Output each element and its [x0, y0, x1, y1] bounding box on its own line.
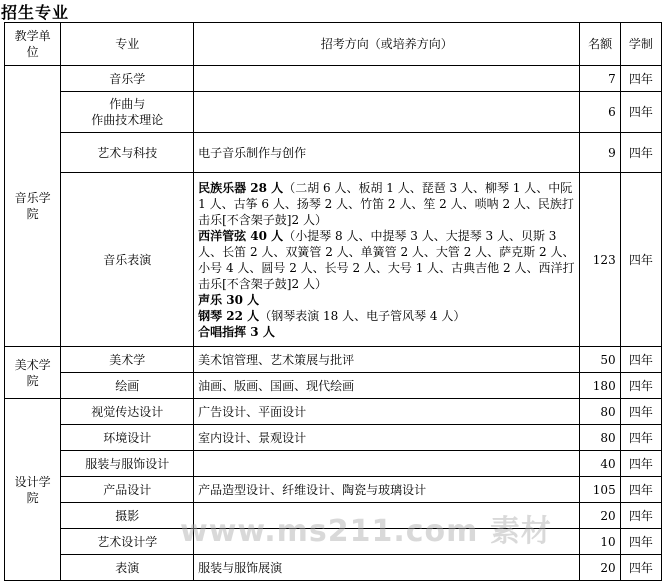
major-cell: 音乐表演	[61, 173, 194, 347]
direction-block: 声乐 30 人	[198, 292, 260, 307]
direction-cell	[194, 66, 580, 92]
direction-block: 民族乐器 28 人（二胡 6 人、板胡 1 人、琵琶 3 人、柳琴 1 人、中阮 1 人、古筝 6 人、扬琴 2 人、竹笛 2 人、笙 2 人、唢呐 2 人、民族打击乐[不含架子鼓]2 人）	[198, 180, 574, 227]
quota-cell: 123	[580, 173, 620, 347]
major-cell: 绘画	[61, 373, 194, 399]
quota-cell: 180	[580, 373, 620, 399]
header-direction: 招考方向（或培养方向）	[194, 23, 580, 66]
table-row	[5, 503, 662, 529]
major-cell: 美术学	[61, 347, 194, 373]
direction-cell: 油画、版画、国画、现代绘画	[194, 373, 580, 399]
direction-cell	[194, 92, 580, 133]
quota-cell: 80	[580, 399, 620, 425]
table-row	[5, 477, 662, 503]
table-row	[5, 451, 662, 477]
table-row	[5, 133, 662, 173]
direction-cell: 广告设计、平面设计	[194, 399, 580, 425]
years-cell: 四年	[620, 92, 661, 133]
years-cell: 四年	[620, 66, 661, 92]
header-quota: 名额	[580, 23, 620, 66]
major-cell: 视觉传达设计	[61, 399, 194, 425]
major-line: 作曲与	[109, 97, 146, 111]
years-cell: 四年	[620, 555, 661, 581]
quota-cell: 20	[580, 503, 620, 529]
table-row	[5, 425, 662, 451]
major-line: 作曲技术理论	[91, 113, 164, 127]
major-cell: 环境设计	[61, 425, 194, 451]
direction-cell	[194, 451, 580, 477]
table-row	[5, 173, 662, 347]
direction-cell	[194, 173, 580, 347]
direction-cell	[194, 529, 580, 555]
quota-cell: 40	[580, 451, 620, 477]
direction-cell	[194, 503, 580, 529]
school-music: 音乐学院	[5, 66, 61, 347]
years-cell: 四年	[620, 347, 661, 373]
major-cell: 音乐学	[61, 66, 194, 92]
school-design: 设计学院	[5, 399, 61, 581]
direction-cell: 室内设计、景观设计	[194, 425, 580, 451]
quota-cell: 20	[580, 555, 620, 581]
years-cell: 四年	[620, 477, 661, 503]
school-art: 美术学院	[5, 347, 61, 399]
table-row	[5, 529, 662, 555]
direction-cell: 服装与服饰展演	[194, 555, 580, 581]
watermark: www.ms211.com 素材	[180, 514, 552, 549]
table-row	[5, 373, 662, 399]
table-header-row	[5, 23, 662, 66]
quota-cell: 105	[580, 477, 620, 503]
years-cell: 四年	[620, 373, 661, 399]
major-cell: 表演	[61, 555, 194, 581]
direction-cell: 产品造型设计、纤维设计、陶瓷与玻璃设计	[194, 477, 580, 503]
table-row	[5, 66, 662, 92]
direction-block: 钢琴 22 人（钢琴表演 18 人、电子管风琴 4 人）	[198, 308, 466, 323]
header-years: 学制	[620, 23, 661, 66]
header-school: 教学单位	[5, 23, 61, 66]
years-cell: 四年	[620, 529, 661, 555]
table-row	[5, 555, 662, 581]
major-cell: 艺术设计学	[61, 529, 194, 555]
major-cell: 摄影	[61, 503, 194, 529]
admissions-table	[4, 22, 662, 581]
table-row	[5, 347, 662, 373]
direction-cell: 电子音乐制作与创作	[194, 133, 580, 173]
major-cell: 产品设计	[61, 477, 194, 503]
quota-cell: 7	[580, 66, 620, 92]
table-row	[5, 399, 662, 425]
quota-cell: 9	[580, 133, 620, 173]
header-major: 专业	[61, 23, 194, 66]
quota-cell: 80	[580, 425, 620, 451]
quota-cell: 50	[580, 347, 620, 373]
major-cell: 艺术与科技	[61, 133, 194, 173]
years-cell: 四年	[620, 503, 661, 529]
years-cell: 四年	[620, 399, 661, 425]
years-cell: 四年	[620, 451, 661, 477]
direction-block: 西洋管弦 40 人（小提琴 8 人、中提琴 3 人、大提琴 3 人、贝斯 3 人、长笛 2 人、双簧管 2 人、单簧管 2 人、大管 2 人、萨克斯 2 人、小号 4 人、圆号 2 人、长号 2 人、大号 1 人、古典吉他 2 人、西洋打击乐[不含架子鼓]2 人）	[198, 228, 575, 291]
direction-cell: 美术馆管理、艺术策展与批评	[194, 347, 580, 373]
page-title: 招生专业	[1, 3, 70, 22]
years-cell: 四年	[620, 173, 661, 347]
direction-block: 合唱指挥 3 人	[198, 324, 275, 339]
major-cell: 服装与服饰设计	[61, 451, 194, 477]
quota-cell: 6	[580, 92, 620, 133]
quota-cell: 10	[580, 529, 620, 555]
major-cell	[61, 92, 194, 133]
years-cell: 四年	[620, 133, 661, 173]
years-cell: 四年	[620, 425, 661, 451]
table-row	[5, 92, 662, 133]
